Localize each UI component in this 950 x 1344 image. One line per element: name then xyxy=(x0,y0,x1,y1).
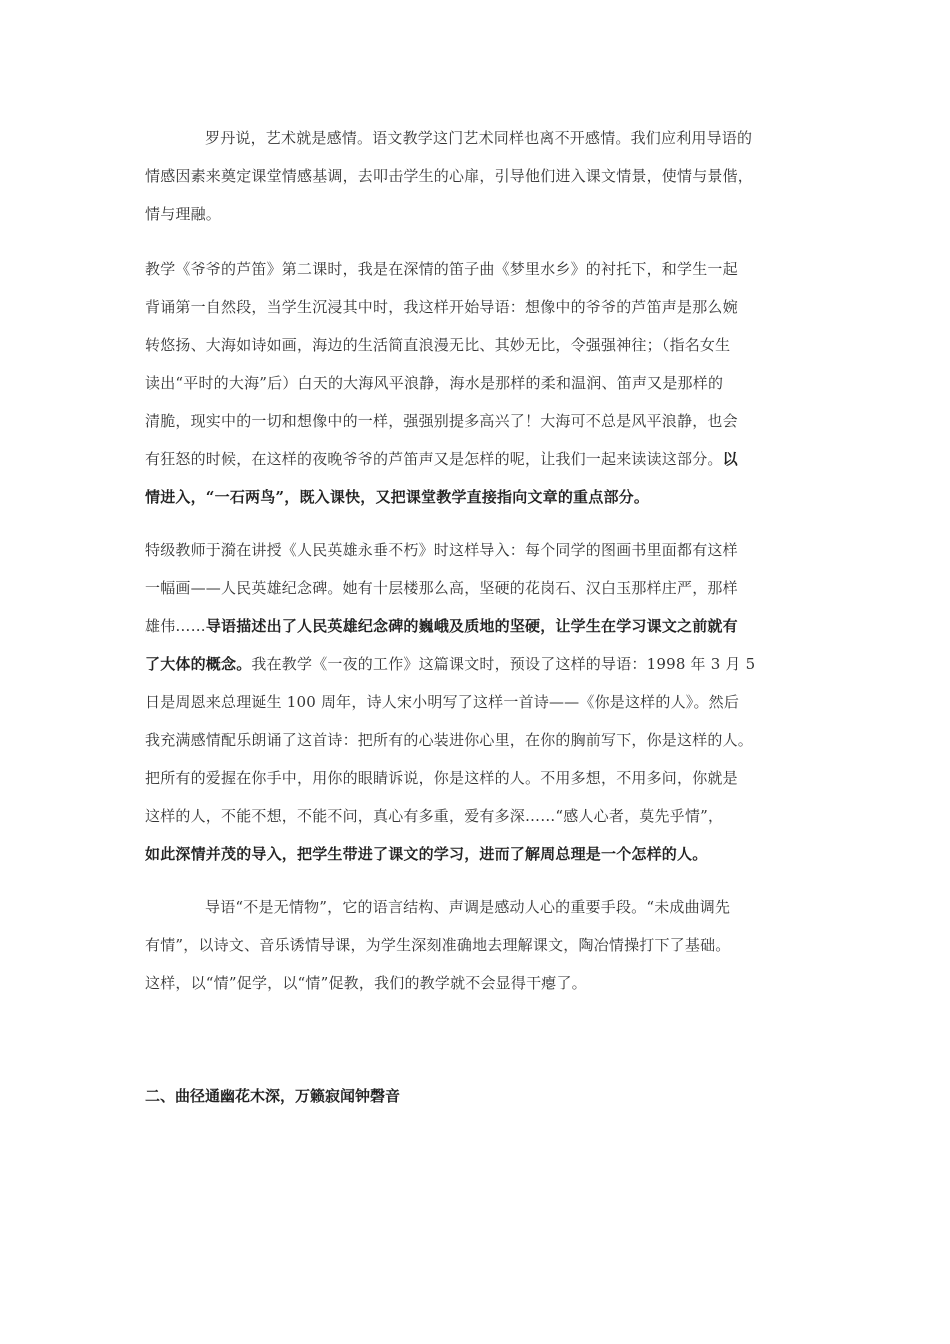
paragraph-2-line-4: 读出“平时的大海”后）白天的大海风平浪静，海水是那样的柔和温润、笛声又是那样的 xyxy=(145,374,724,392)
paragraph-3-line-1: 特级教师于漪在讲授《人民英雄永垂不朽》时这样导入：每个同学的图画书里面都有这样 xyxy=(145,541,738,559)
paragraph-3-emphasis-1-end: 了大体的概念。 xyxy=(145,655,252,673)
paragraph-3-line-5: 日是周恩来总理诞生 100 周年，诗人宋小明写了这样一首诗——《你是这样的人》。然后 xyxy=(145,693,740,711)
paragraph-3-line-4-text: 我在教学《一夜的工作》这篇课文时，预设了这样的导语：1998 年 3 月 5 xyxy=(251,655,756,673)
section-heading: 二、曲径通幽花木深，万籁寂闻钟磬音 xyxy=(145,1087,401,1105)
paragraph-4-line-2: 有情”，以诗文、音乐诱情导课，为学生深刻准确地去理解课文，陶冶情操打下了基础。 xyxy=(145,936,731,954)
paragraph-2-line-5: 清脆，现实中的一切和想像中的一样，强强别提多高兴了！大海可不总是风平浪静，也会 xyxy=(145,412,738,430)
paragraph-1-line-2: 情感因素来奠定课堂情感基调，去叩击学生的心扉，引导他们进入课文情景，使情与景偕， xyxy=(145,167,754,185)
paragraph-3-line-7: 把所有的爱握在你手中，用你的眼睛诉说，你是这样的人。不用多想，不用多问，你就是 xyxy=(145,769,738,787)
paragraph-3-line-6: 我充满感情配乐朗诵了这首诗：把所有的心装进你心里，在你的胸前写下，你是这样的人。 xyxy=(145,731,754,749)
paragraph-4-line-3: 这样，以“情”促学，以“情”促教，我们的教学就不会显得干瘪了。 xyxy=(145,974,587,992)
paragraph-3-emphasis-1: 导语描述出了人民英雄纪念碑的巍峨及质地的坚硬，让学生在学习课文之前就有 xyxy=(205,617,738,635)
paragraph-1-line-1: 罗丹说，艺术就是感情。语文教学这门艺术同样也离不开感情。我们应利用导语的 xyxy=(205,129,753,147)
paragraph-1 xyxy=(145,119,805,233)
paragraph-4 xyxy=(145,888,805,1002)
paragraph-3-line-3-text: 雄伟…… xyxy=(145,617,206,635)
paragraph-2-line-6 xyxy=(145,440,805,478)
paragraph-3-emphasis-2: 如此深情并茂的导入，把学生带进了课文的学习，进而了解周总理是一个怎样的人。 xyxy=(145,845,708,863)
paragraph-2-line-6-text: 有狂怒的时候，在这样的夜晚爷爷的芦笛声又是怎样的呢，让我们一起来读读这部分。 xyxy=(145,450,723,468)
paragraph-4-line-1: 导语“不是无情物”，它的语言结构、声调是感动人心的重要手段。“未成曲调先 xyxy=(205,898,731,916)
paragraph-2-emphasis: 情进入，“一石两鸟”，既入课快，又把课堂教学直接指向文章的重点部分。 xyxy=(145,488,650,506)
paragraph-3-line-8: 这样的人，不能不想，不能不问，真心有多重，爱有多深……“感人心者，莫先乎情”， xyxy=(145,807,724,825)
paragraph-2-line-3: 转悠扬、大海如诗如画，海边的生活简直浪漫无比、其妙无比，令强强神往；（指名女生 xyxy=(145,336,731,354)
paragraph-2-line-1: 教学《爷爷的芦笛》第二课时，我是在深情的笛子曲《梦里水乡》的衬托下，和学生一起 xyxy=(145,260,738,278)
paragraph-2 xyxy=(145,250,805,516)
paragraph-1-line-3: 情与理融。 xyxy=(145,205,222,223)
paragraph-2-emphasis-start: 以 xyxy=(722,450,738,468)
paragraph-2-line-2: 背诵第一自然段，当学生沉浸其中时，我这样开始导语：想像中的爷爷的芦笛声是那么婉 xyxy=(145,298,738,316)
paragraph-3 xyxy=(145,531,805,873)
paragraph-3-line-3 xyxy=(145,607,805,645)
paragraph-3-line-2: 一幅画——人民英雄纪念碑。她有十层楼那么高，坚硬的花岗石、汉白玉那样庄严，那样 xyxy=(145,579,738,597)
paragraph-3-line-4 xyxy=(145,645,805,683)
